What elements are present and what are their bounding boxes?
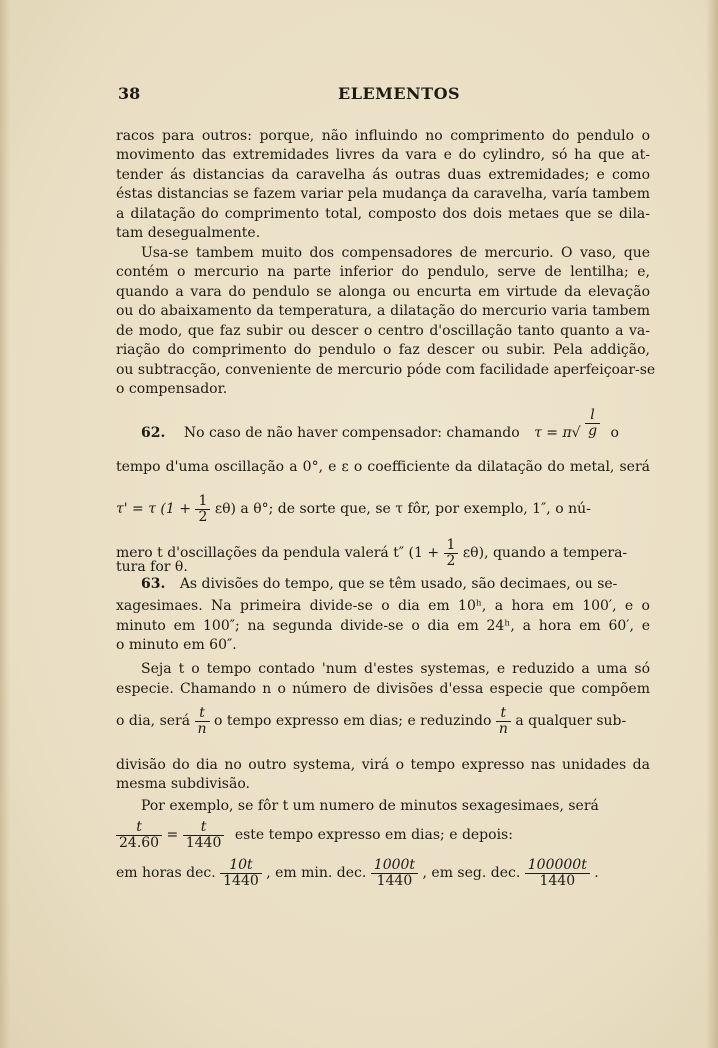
fraction-numerator: 1 <box>198 493 208 509</box>
text-line: tender ás distancias da caravelha ás outras duas extremidades; e como <box>116 167 650 183</box>
fraction-denominator: 1440 <box>220 873 262 889</box>
text-span: . <box>594 865 599 882</box>
text-line: o compensador. <box>116 381 228 397</box>
fraction-denominator: 2 <box>444 553 459 569</box>
page-edge-shadow-left <box>0 0 10 1048</box>
text-line: o minuto em 60″. <box>116 637 237 653</box>
fraction-numerator: 1000t <box>373 857 416 873</box>
formula-line <box>116 494 650 524</box>
fraction-seconds <box>525 858 590 888</box>
fraction-denominator: g <box>585 423 600 439</box>
text-line: movimento das extremidades livres da vara e do cylindro, só ha que at- <box>116 147 650 163</box>
text-line: Seja t o tempo contado 'num d'estes systemas, e reduzido a uma só <box>141 661 650 677</box>
section-62-line <box>141 407 653 448</box>
fraction-one-half <box>195 494 210 524</box>
page-number: 38 <box>118 84 141 103</box>
text-line: éstas distancias se fazem variar pela mudança da caravelha, varía tambem <box>116 186 650 202</box>
fraction-t-over-24-60 <box>116 820 162 850</box>
fraction-t-over-1440 <box>183 820 225 850</box>
text-line: minuto em 100″; na segunda divide-se o dia em 24ʰ, a hora em 60′, e <box>116 618 650 634</box>
fraction-l-over-g <box>585 408 600 438</box>
text-line: ou subtracção, conveniente de mercurio póde com facilidade aperfeiçoar-se <box>116 362 656 378</box>
section-63-line <box>141 576 650 592</box>
text-span: As divisões do tempo, que se têm usado, são decimaes, ou se- <box>179 576 618 592</box>
text-line: Usa-se tambem muito dos compensadores de mercurio. O vaso, que <box>141 245 650 261</box>
text-line: riação do comprimento do pendulo o faz descer ou subir. Pela addição, <box>116 342 650 358</box>
fraction-t-over-n <box>496 706 511 736</box>
fraction-numerator: 100000t <box>527 857 587 873</box>
text-span: o dia, será <box>116 713 191 730</box>
equals-sign: = <box>166 827 179 844</box>
text-line: ou do abaixamento da temperatura, a dilatação do mercurio varia tambem <box>116 303 650 319</box>
fraction-t-over-n <box>195 706 210 736</box>
section-number: 62. <box>141 425 166 442</box>
text-span: , em min. dec. <box>266 865 367 882</box>
text-line: xagesimaes. Na primeira divide-se o dia em 10ʰ, a hora em 100′, e o <box>116 598 650 614</box>
text-span: mero t d'oscillações da pendula valerá t″ (1 + <box>116 545 440 562</box>
text-span: εθ) a θ°; de sorte que, se τ fôr, por exemplo, 1″, o nú- <box>214 501 591 518</box>
text-line: quando a vara do pendulo se alonga ou encurta em virtude da elevação <box>116 284 650 300</box>
text-span: este tempo expresso em dias; e depois: <box>234 827 513 844</box>
text-span: No caso de não haver compensador: chamando <box>183 425 520 442</box>
text-span: εθ), quando a tempera- <box>462 545 628 562</box>
running-header <box>118 84 650 108</box>
formula-line <box>116 820 650 850</box>
fraction-denominator: 24.60 <box>116 835 162 851</box>
fraction-denominator: 1440 <box>525 873 590 889</box>
text-span: , em seg. dec. <box>422 865 521 882</box>
fraction-denominator: 1440 <box>371 873 418 889</box>
fraction-denominator: n <box>496 721 511 737</box>
text-line: tempo d'uma oscillação a 0°, e ε o coefficiente da dilatação do metal, será <box>116 459 650 475</box>
formula-tau: τ = π√ <box>534 425 581 442</box>
text-line: Por exemplo, se fôr t um numero de minutos sexagesimaes, será <box>141 798 599 814</box>
text-line: mesma subdivisão. <box>116 776 250 792</box>
formula-text: τ' = τ (1 + <box>116 501 191 518</box>
text-line: contém o mercurio na parte inferior do pendulo, serve de lentilha; e, <box>116 264 650 280</box>
fraction-hours <box>220 858 262 888</box>
text-line: tam desegualmente. <box>116 225 261 241</box>
fraction-denominator: 1440 <box>183 835 225 851</box>
text-line: especie. Chamando n o número de divisões d'essa especie que compõem <box>116 681 650 697</box>
fraction-denominator: 2 <box>195 509 210 525</box>
formula-line <box>116 858 650 888</box>
fraction-numerator: t <box>136 819 142 835</box>
running-title: ELEMENTOS <box>338 84 461 103</box>
fraction-numerator: 1 <box>446 537 456 553</box>
text-span: a qualquer sub- <box>515 713 627 730</box>
page-edge-shadow-right <box>706 0 718 1048</box>
text-line: tura for θ. <box>116 559 188 575</box>
text-line: divisão do dia no outro systema, virá o tempo expresso nas unidades da <box>116 757 650 773</box>
fraction-numerator: t <box>200 819 207 835</box>
text-line: racos para outros: porque, não influindo no comprimento do pendulo o <box>116 128 650 144</box>
fraction-numerator: l <box>590 407 595 423</box>
fraction-numerator: t <box>500 705 507 721</box>
text-line: a dilatação do comprimento total, composto dos dois metaes que se dila- <box>116 206 650 222</box>
formula-line <box>116 706 650 736</box>
fraction-numerator: t <box>199 705 205 721</box>
fraction-denominator: n <box>195 721 210 737</box>
text-span: o <box>610 425 619 442</box>
fraction-numerator: 10t <box>229 857 253 873</box>
text-span: em horas dec. <box>116 865 216 882</box>
section-number: 63. <box>141 576 166 592</box>
fraction-minutes <box>371 858 418 888</box>
text-span: o tempo expresso em dias; e reduzindo <box>214 713 492 730</box>
text-line: de modo, que faz subir ou descer o centro d'oscillação tanto quanto a va- <box>116 323 650 339</box>
